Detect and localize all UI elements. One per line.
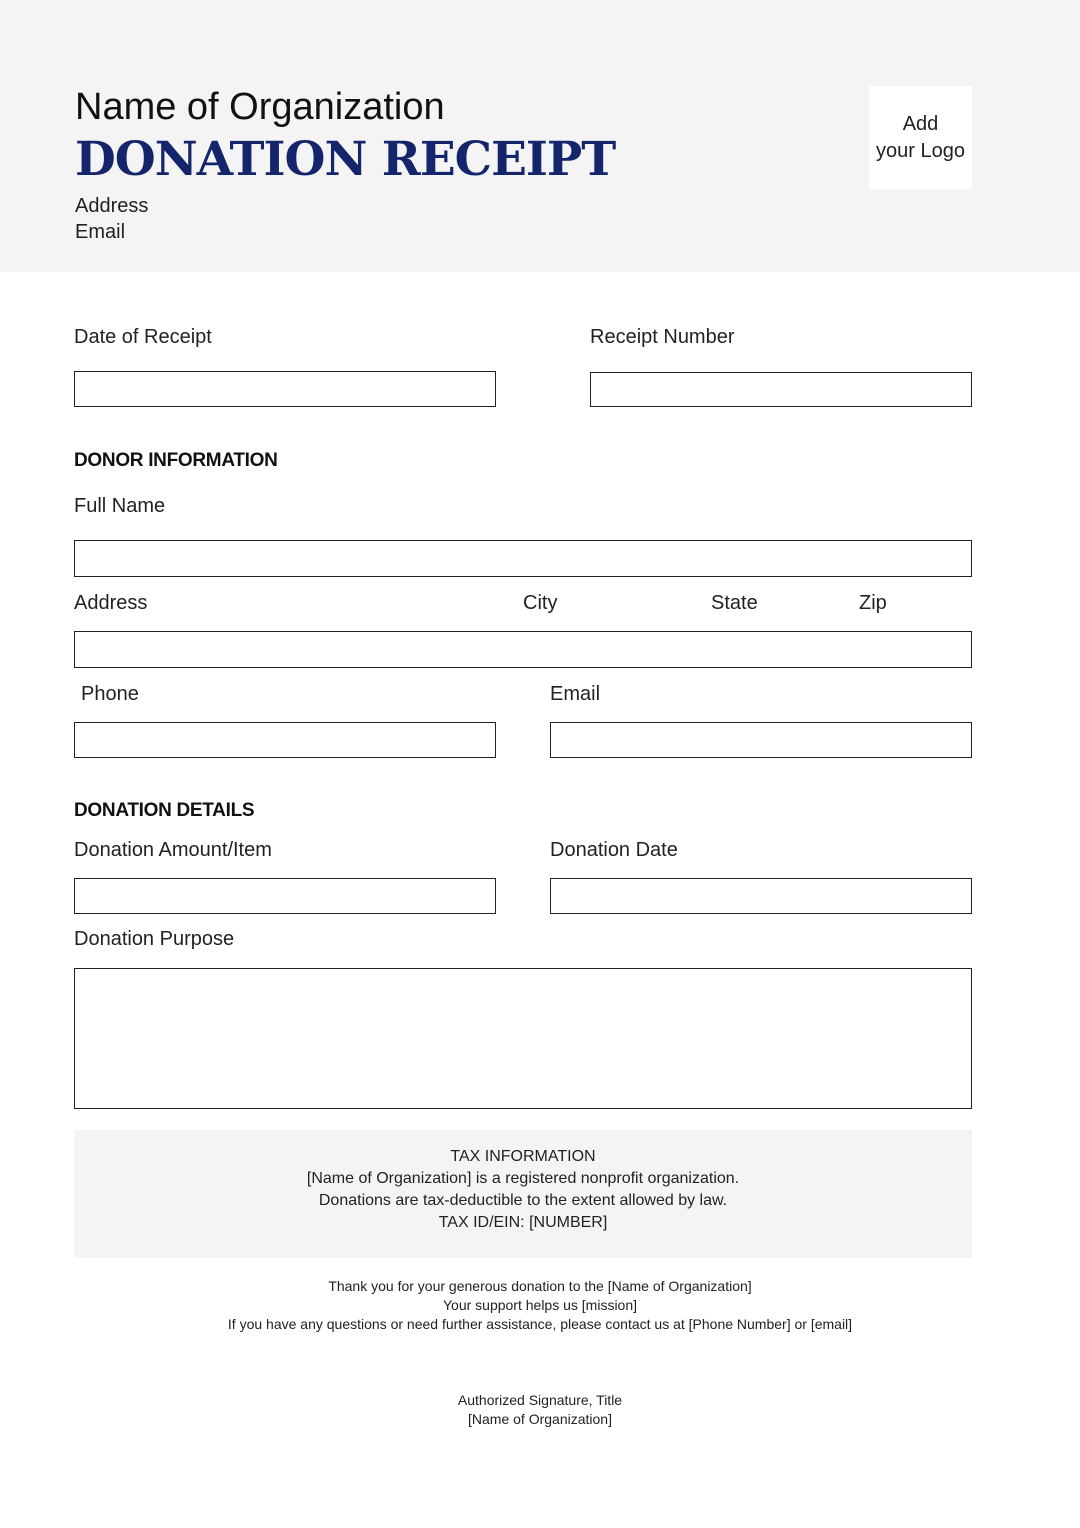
header-address: Address (75, 195, 149, 217)
zip-label: Zip (859, 592, 887, 614)
state-label: State (711, 592, 758, 614)
full-name-field[interactable] (74, 540, 972, 577)
donation-amount-label: Donation Amount/Item (74, 839, 272, 861)
thank-you-line-3: If you have any questions or need further assistance, please contact us at [Phone Number] or [email] (227, 1316, 853, 1332)
thank-you-line-1: Thank you for your generous donation to the [Name of Organization] (328, 1278, 752, 1294)
phone-field[interactable] (74, 722, 496, 758)
logo-line-2: your Logo (876, 139, 965, 162)
donor-information-heading: DONOR INFORMATION (74, 450, 278, 471)
signature-line-2: [Name of Organization] (468, 1411, 612, 1427)
email-label: Email (550, 683, 601, 705)
date-of-receipt-label: Date of Receipt (74, 326, 212, 348)
thank-you-line-2: Your support helps us [mission] (442, 1297, 638, 1313)
email-field[interactable] (550, 722, 972, 758)
donation-date-label: Donation Date (550, 839, 678, 861)
thank-you-note (0, 1277, 1080, 1334)
address-field[interactable] (74, 631, 972, 668)
full-name-label: Full Name (74, 495, 166, 517)
phone-label: Phone (81, 683, 139, 705)
tax-information-heading: TAX INFORMATION (450, 1148, 596, 1165)
donation-details-heading: DONATION DETAILS (74, 800, 255, 821)
tax-line-2: Donations are tax-deductible to the extent allowed by law. (318, 1192, 728, 1209)
signature-block (0, 1391, 1080, 1429)
tax-information-box (74, 1130, 972, 1258)
donation-date-field[interactable] (550, 878, 972, 914)
tax-line-3: TAX ID/EIN: [NUMBER] (438, 1214, 608, 1231)
signature-line-1: Authorized Signature, Title (457, 1392, 623, 1408)
logo-placeholder[interactable] (869, 86, 972, 189)
donation-purpose-label: Donation Purpose (74, 928, 235, 950)
city-label: City (523, 592, 558, 614)
date-of-receipt-field[interactable] (74, 371, 496, 407)
header-email: Email (75, 221, 126, 243)
page-title: DONATION RECEIPT (75, 132, 616, 187)
receipt-number-label: Receipt Number (590, 326, 735, 348)
tax-line-1: [Name of Organization] is a registered nonprofit organization. (306, 1170, 740, 1187)
address-label: Address (74, 592, 148, 614)
org-name: Name of Organization (75, 86, 445, 128)
receipt-number-field[interactable] (590, 372, 972, 407)
logo-line-1: Add (902, 112, 939, 135)
donation-amount-field[interactable] (74, 878, 496, 914)
donation-purpose-field[interactable] (74, 968, 972, 1109)
